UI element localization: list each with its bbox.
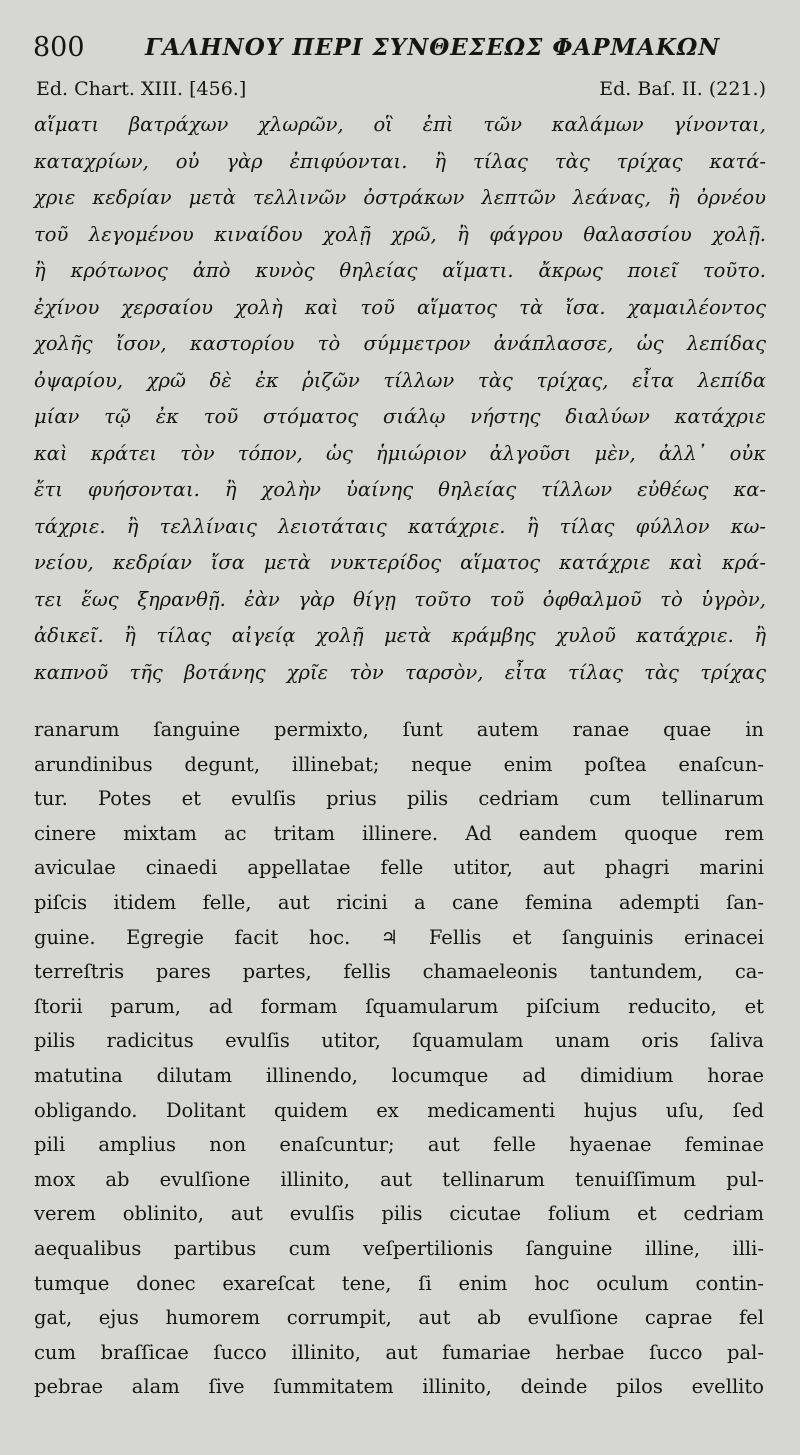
- greek-line: χριε κεδρίαν μετὰ τελλινῶν ὀστράκων λεπτῶν λεάνας, ἢ ὀρνέου: [34, 186, 766, 209]
- latin-line: verem oblinito, aut evulſis pilis cicutae folium et cedriam: [34, 1202, 764, 1226]
- greek-line: ὀψαρίου, χρῶ δὲ ἐκ ῥιζῶν τίλλων τὰς τρίχας, εἶτα λεπίδα: [34, 368, 766, 392]
- latin-line: pebrae alam ſive ſummitatem illinito, deinde pilos evellito: [34, 1375, 764, 1399]
- latin-line: pili amplius non enaſcuntur; aut felle hyaenae feminae: [34, 1133, 764, 1157]
- latin-text-block: [34, 713, 764, 1405]
- latin-line: obligando. Dolitant quidem ex medicamenti hujus uſu, ſed: [34, 1098, 764, 1122]
- greek-line: νείου, κεδρίαν ἴσα μετὰ νυκτερίδος αἵματος κατάχριε καὶ κρά-: [34, 551, 766, 574]
- greek-line: καταχρίων, οὐ γὰρ ἐπιφύονται. ἢ τίλας τὰς τρίχας κατά-: [34, 149, 766, 173]
- greek-line: καὶ κράτει τὸν τόπον, ὡς ἡμιώριον ἀλγοῦσι μὲν, ἀλλ᾽ οὐκ: [34, 441, 766, 465]
- latin-line: ſtorii parum, ad formam ſquamularum piſcium reducito, et: [34, 994, 764, 1018]
- latin-line: tur. Potes et evulſis prius pilis cedriam cum tellinarum: [34, 787, 764, 811]
- greek-text-block: [34, 107, 766, 691]
- greek-line: ἐχίνου χερσαίου χολὴ καὶ τοῦ αἵματος τὰ ἴσα. χαμαιλέοντος: [34, 295, 766, 319]
- latin-line: terreſtris pares partes, fellis chamaeleonis tantundem, ca-: [34, 960, 764, 984]
- latin-line: pilis radicitus evulſis utitor, ſquamulam unam oris ſaliva: [34, 1029, 764, 1053]
- latin-line: gat, ejus humorem corrumpit, aut ab evulſione caprae fel: [34, 1306, 764, 1330]
- latin-line: ranarum ſanguine permixto, ſunt autem ranae quae in: [34, 718, 764, 741]
- latin-line: mox ab evulſione illinito, aut tellinarum tenuiſſimum pul-: [34, 1167, 764, 1191]
- greek-line: χολῆς ἴσον, καστορίου τὸ σύμμετρον ἀνάπλασσε, ὡς λεπίδας: [34, 332, 766, 355]
- latin-line: guine. Egregie facit hoc. ♃ Fellis et ſanguinis erinacei: [34, 925, 764, 949]
- greek-line: ἀδικεῖ. ἢ τίλας αἰγείᾳ χολῇ μετὰ κράμβης χυλοῦ κατάχριε. ἢ: [34, 624, 766, 647]
- greek-line: μίαν τῷ ἐκ τοῦ στόματος σιάλῳ νήστης διαλύων κατάχριε: [34, 405, 766, 428]
- edition-reference-line: [36, 78, 766, 104]
- latin-line: arundinibus degunt, illinebat; neque enim poſtea enaſcun-: [34, 752, 764, 776]
- page-header: [33, 30, 773, 66]
- edition-chartier-reference: Ed. Chart. XIII. [456.]: [36, 78, 247, 100]
- greek-line: τει ἕως ξηρανθῇ. ἐὰν γὰρ θίγῃ τοῦτο τοῦ ὀφθαλμοῦ τὸ ὑγρὸν,: [34, 587, 766, 611]
- latin-line: aequalibus partibus cum veſpertilionis ſanguine illine, illi-: [34, 1236, 764, 1260]
- latin-line: aviculae cinaedi appellatae felle utitor, aut phagri marini: [34, 856, 764, 880]
- latin-line: cinere mixtam ac tritam illinere. Ad eandem quoque rem: [34, 821, 764, 845]
- greek-line: ἢ κρότωνος ἀπὸ κυνὸς θηλείας αἵματι. ἄκρως ποιεῖ τοῦτο.: [34, 259, 766, 282]
- running-title: ΓΑΛΗΝΟΥ ΠΕΡΙ ΣΥΝΘΕΣΕΩΣ ΦΑΡΜΑΚΩΝ: [145, 34, 721, 61]
- greek-line: τοῦ λεγομένου κιναίδου χολῇ χρῶ, ἢ φάγρου θαλασσίου χολῇ.: [34, 222, 766, 246]
- edition-basel-reference: Ed. Baſ. II. (221.): [599, 78, 766, 100]
- greek-line: καπνοῦ τῆς βοτάνης χρῖε τὸν ταρσὸν, εἶτα τίλας τὰς τρίχας: [34, 660, 766, 684]
- greek-line: τάχριε. ἢ τελλίναις λειοτάταις κατάχριε. ἢ τίλας φύλλον κω-: [34, 514, 766, 538]
- page-number: 800: [33, 32, 85, 63]
- latin-line: matutina dilutam illinendo, locumque ad dimidium horae: [34, 1063, 764, 1087]
- latin-line: cum braſſicae ſucco illinito, aut fumariae herbae ſucco pal-: [34, 1340, 764, 1364]
- greek-line: ἔτι φυήσονται. ἢ χολὴν ὑαίνης θηλείας τίλλων εὐθέως κα-: [34, 478, 766, 501]
- latin-line: tumque donec exareſcat tene, ſi enim hoc oculum contin-: [34, 1271, 764, 1295]
- greek-line: αἵματι βατράχων χλωρῶν, οἳ ἐπὶ τῶν καλάμων γίνονται,: [34, 113, 766, 136]
- latin-line: piſcis itidem felle, aut ricini a cane femina adempti ſan-: [34, 890, 764, 914]
